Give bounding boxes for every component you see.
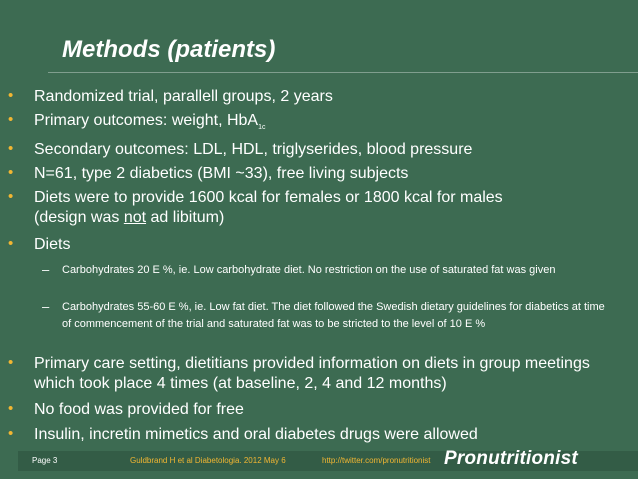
bullet-text-main: Primary outcomes: weight, HbA <box>34 112 259 129</box>
sub-bullet-text: Carbohydrates 20 E %, ie. Low carbohydrate diet. No restriction on the use of saturated fat was given <box>62 264 556 276</box>
bullet-text: Diets <box>34 236 71 253</box>
bullet-icon: • <box>8 111 14 128</box>
bullet-text-line1: Diets were to provide 1600 kcal for females or 1800 kcal for males <box>34 189 503 206</box>
title-divider <box>48 72 638 73</box>
bullet-icon: • <box>8 164 14 181</box>
bullet-text: No food was provided for free <box>34 401 244 418</box>
bullet-text-line2-post: ad libitum) <box>146 209 225 226</box>
bullet-icon: • <box>8 425 14 442</box>
bullet-text-line2-pre: (design was <box>34 209 124 226</box>
bullet-text: Primary care setting, dietitians provided information on diets in group meetings which took place 4 times (at baseline, 2, 4 and 12 months) <box>34 355 590 392</box>
bullet-text: Secondary outcomes: LDL, HDL, triglyserides, blood pressure <box>34 141 473 158</box>
dash-icon: – <box>42 262 50 277</box>
bullet-text: Insulin, incretin mimetics and oral diabetes drugs were allowed <box>34 426 478 443</box>
bullet-icon: • <box>8 87 14 104</box>
bullet-text <box>34 188 614 228</box>
bullet-icon: • <box>8 400 14 417</box>
bullet-icon: • <box>8 354 14 371</box>
citation-link[interactable]: Guldbrand H et al Diabetologia. 2012 May 6 <box>130 456 286 465</box>
dash-icon: – <box>42 299 50 314</box>
subscript: 1c <box>258 124 266 132</box>
slide-title: Methods (patients) <box>62 36 276 63</box>
bullet-text: N=61, type 2 diabetics (BMI ~33), free living subjects <box>34 165 409 182</box>
bullet-icon: • <box>8 140 14 157</box>
bullet-text <box>34 111 614 138</box>
underlined-word: not <box>123 209 147 226</box>
pronutritionist-logo: Pronutritionist <box>444 448 578 469</box>
twitter-link[interactable]: http://twitter.com/pronutritionist <box>322 456 431 465</box>
bullet-icon: • <box>8 235 14 252</box>
bullet-icon: • <box>8 188 14 205</box>
page-number: Page 3 <box>32 456 58 465</box>
footer <box>0 450 638 472</box>
bullet-text: Randomized trial, parallell groups, 2 years <box>34 88 333 105</box>
sub-bullet-text: Carbohydrates 55-60 E %, ie. Low fat diet. The diet followed the Swedish dietary guidelines for diabetics at time of commencement of the trial and saturated fat was to be stricted to the level of 10 E % <box>62 301 605 330</box>
